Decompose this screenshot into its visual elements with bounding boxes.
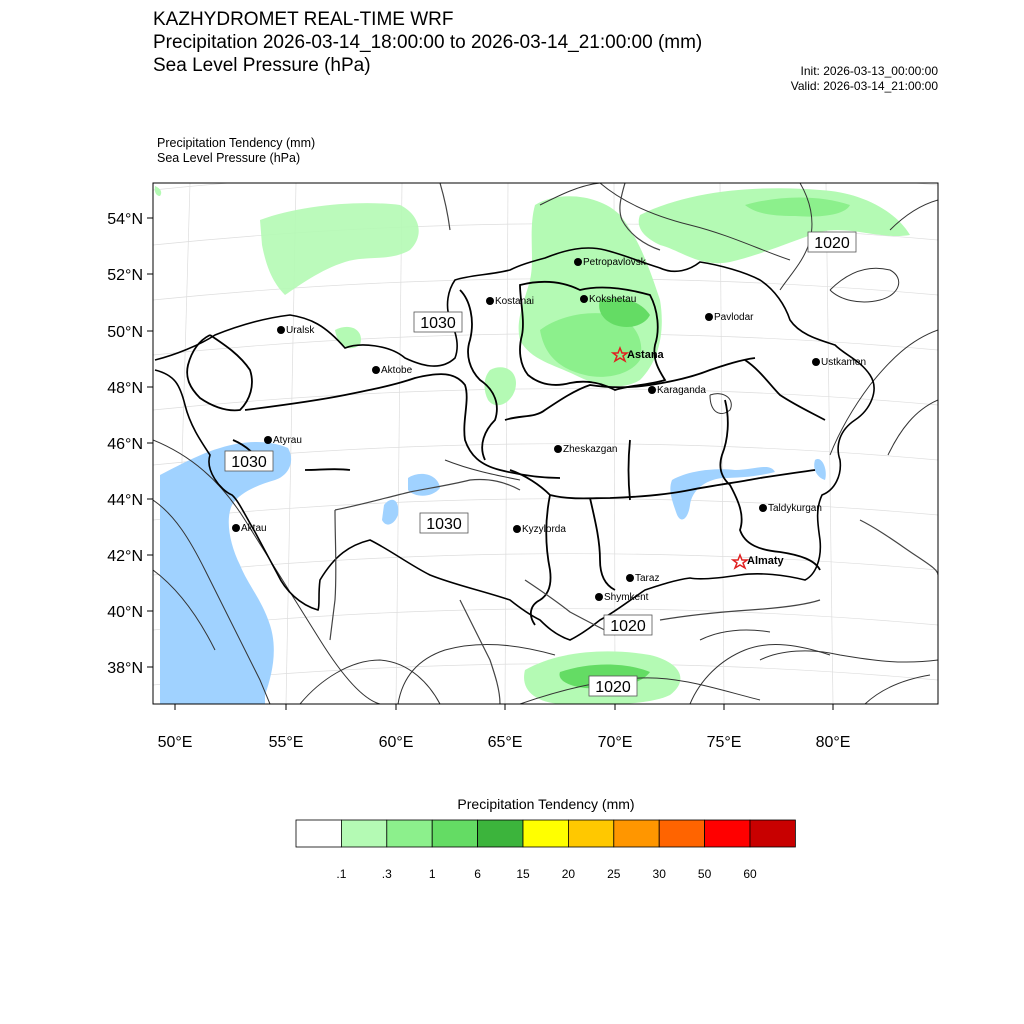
colorbar-tick-label: 50 xyxy=(697,867,712,881)
colorbar-tick-label: 25 xyxy=(607,867,621,881)
colorbar-tick-label: 6 xyxy=(474,867,481,881)
colorbar-box xyxy=(296,820,341,847)
isobar-label: 1020 xyxy=(814,235,850,252)
colorbar-box xyxy=(523,820,568,847)
city-label: Aktobe xyxy=(381,365,413,376)
lon-label: 65°E xyxy=(487,734,523,751)
city-label: Shymkent xyxy=(604,592,649,603)
lon-label: 70°E xyxy=(597,734,633,751)
init-time: Init: 2026-03-13_00:00:00 xyxy=(800,64,938,78)
colorbar-tick-label: .3 xyxy=(381,867,392,881)
isobar-label: 1030 xyxy=(231,454,267,471)
city-label: Karaganda xyxy=(657,385,706,396)
city-label: Taraz xyxy=(635,573,660,584)
lat-label: 44°N xyxy=(107,492,143,509)
valid-time: Valid: 2026-03-14_21:00:00 xyxy=(790,79,938,93)
slp-title: Sea Level Pressure (hPa) xyxy=(153,55,371,76)
colorbar-box xyxy=(432,820,477,847)
city-label: Atyrau xyxy=(273,435,302,446)
colorbar-box xyxy=(614,820,659,847)
colorbar-tick-label: 60 xyxy=(743,867,757,881)
lat-label: 38°N xyxy=(107,660,143,677)
lat-label: 48°N xyxy=(107,380,143,397)
city-label: Taldykurgan xyxy=(768,503,822,514)
lon-label: 60°E xyxy=(378,734,414,751)
city-label: Almaty xyxy=(747,555,784,567)
colorbar-labels xyxy=(336,867,757,881)
colorbar-box xyxy=(705,820,750,847)
city-label: Pavlodar xyxy=(714,312,754,323)
colorbar-box xyxy=(750,820,795,847)
isobar-label: 1020 xyxy=(595,679,631,696)
city-label: Kostanai xyxy=(495,296,534,307)
colorbar-tick-label: 1 xyxy=(428,867,436,881)
city-label: Zheskazgan xyxy=(563,444,618,455)
colorbar-box xyxy=(568,820,613,847)
city-label: Aktau xyxy=(241,523,267,534)
colorbar-box xyxy=(341,820,386,847)
city-label: Uralsk xyxy=(286,325,315,336)
colorbar-box xyxy=(659,820,704,847)
colorbar-box xyxy=(387,820,432,847)
precip-title: Precipitation 2026-03-14_18:00:00 to 2026-03-14_21:00:00 (mm) xyxy=(153,32,703,53)
subtitle-precip: Precipitation Tendency (mm) xyxy=(157,136,316,150)
isobar-label: 1020 xyxy=(610,618,646,635)
colorbar-boxes xyxy=(296,820,795,847)
subtitle-slp: Sea Level Pressure (hPa) xyxy=(157,151,301,165)
colorbar-tick-label: .1 xyxy=(336,867,347,881)
lon-label: 50°E xyxy=(157,734,193,751)
isobar-label: 1030 xyxy=(420,315,456,332)
lon-label: 75°E xyxy=(706,734,742,751)
colorbar-tick-label: 30 xyxy=(652,867,666,881)
city-label: Astana xyxy=(627,349,664,361)
city-label: Petropavlovsk xyxy=(583,257,646,268)
lat-label: 52°N xyxy=(107,267,143,284)
main-title: KAZHYDROMET REAL-TIME WRF xyxy=(153,9,454,30)
lat-label: 42°N xyxy=(107,548,143,565)
lon-label: 80°E xyxy=(815,734,851,751)
city-label: Ustkamen xyxy=(821,357,867,368)
colorbar-tick-label: 15 xyxy=(516,867,530,881)
lat-label: 54°N xyxy=(107,211,143,228)
city-label: Kyzylorda xyxy=(522,524,566,535)
colorbar-title: Precipitation Tendency (mm) xyxy=(457,796,635,812)
city-label: Kokshetau xyxy=(589,294,637,305)
colorbar-tick-label: 20 xyxy=(561,867,576,881)
lat-label: 46°N xyxy=(107,436,143,453)
lat-label: 40°N xyxy=(107,604,143,621)
lat-label: 50°N xyxy=(107,324,143,341)
lon-label: 55°E xyxy=(268,734,304,751)
colorbar-box xyxy=(478,820,523,847)
isobar-label: 1030 xyxy=(426,516,462,533)
